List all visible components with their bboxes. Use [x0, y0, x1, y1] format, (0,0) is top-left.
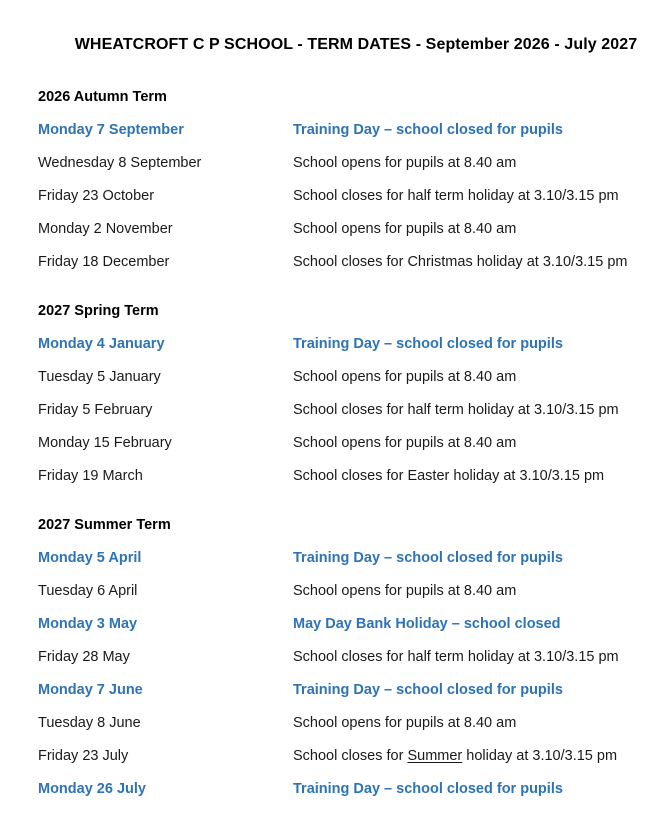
term-date: Tuesday 8 June: [38, 714, 141, 731]
section-heading: 2027 Summer Term: [38, 516, 171, 533]
section-heading: 2026 Autumn Term: [38, 88, 167, 105]
term-date: Wednesday 8 September: [38, 154, 202, 171]
term-description: School opens for pupils at 8.40 am: [293, 434, 517, 451]
term-row: [0, 146, 663, 179]
term-date: Monday 26 July: [38, 780, 146, 797]
term-section: [0, 294, 663, 492]
term-description: Training Day – school closed for pupils: [293, 335, 563, 352]
term-date: Friday 5 February: [38, 401, 153, 418]
term-date: Friday 18 December: [38, 253, 170, 270]
term-description: School opens for pupils at 8.40 am: [293, 714, 517, 731]
term-row: [0, 212, 663, 245]
term-description: Training Day – school closed for pupils: [293, 549, 563, 566]
term-description: School closes for Christmas holiday at 3.10/3.15 pm: [293, 253, 628, 270]
term-description: School closes for Summer holiday at 3.10/3.15 pm: [293, 747, 618, 764]
term-description: School closes for half term holiday at 3.10/3.15 pm: [293, 187, 619, 204]
term-date: Monday 5 April: [38, 549, 142, 566]
term-sections: [0, 80, 663, 805]
term-date: Monday 2 November: [38, 220, 173, 237]
term-row: [0, 393, 663, 426]
term-row: [0, 541, 663, 574]
term-description: Training Day – school closed for pupils: [293, 681, 563, 698]
term-row: [0, 772, 663, 805]
term-date: Tuesday 6 April: [38, 582, 138, 599]
term-row: [0, 673, 663, 706]
term-row: [0, 640, 663, 673]
term-row: [0, 739, 663, 772]
term-date: Friday 23 October: [38, 187, 155, 204]
term-section: [0, 508, 663, 805]
term-section: [0, 80, 663, 278]
term-row: [0, 245, 663, 278]
document-title: WHEATCROFT C P SCHOOL - TERM DATES - September 2026 - July 2027: [74, 35, 638, 53]
term-date: Monday 7 September: [38, 121, 184, 138]
term-date: Tuesday 5 January: [38, 368, 161, 385]
term-date: Monday 15 February: [38, 434, 172, 451]
term-description: School opens for pupils at 8.40 am: [293, 154, 517, 171]
term-date: Friday 23 July: [38, 747, 129, 764]
term-row: [0, 113, 663, 146]
section-heading: 2027 Spring Term: [38, 302, 159, 319]
term-date: Friday 28 May: [38, 648, 130, 665]
term-row: [0, 574, 663, 607]
term-description: Training Day – school closed for pupils: [293, 780, 563, 797]
term-row: [0, 426, 663, 459]
term-description: May Day Bank Holiday – school closed: [293, 615, 561, 632]
term-description: School opens for pupils at 8.40 am: [293, 220, 517, 237]
term-date: Monday 3 May: [38, 615, 138, 632]
term-date: Monday 4 January: [38, 335, 165, 352]
term-row: [0, 706, 663, 739]
term-row: [0, 179, 663, 212]
term-description: School closes for half term holiday at 3.10/3.15 pm: [293, 401, 619, 418]
term-description: Training Day – school closed for pupils: [293, 121, 563, 138]
term-description: School closes for Easter holiday at 3.10/3.15 pm: [293, 467, 605, 484]
term-date: Monday 7 June: [38, 681, 143, 698]
underlined-word: Summer: [407, 747, 463, 764]
term-row: [0, 459, 663, 492]
term-date: Friday 19 March: [38, 467, 143, 484]
term-row: [0, 327, 663, 360]
term-description: School opens for pupils at 8.40 am: [293, 368, 517, 385]
term-description: School closes for half term holiday at 3.10/3.15 pm: [293, 648, 619, 665]
term-row: [0, 360, 663, 393]
term-description: School opens for pupils at 8.40 am: [293, 582, 517, 599]
term-row: [0, 607, 663, 640]
